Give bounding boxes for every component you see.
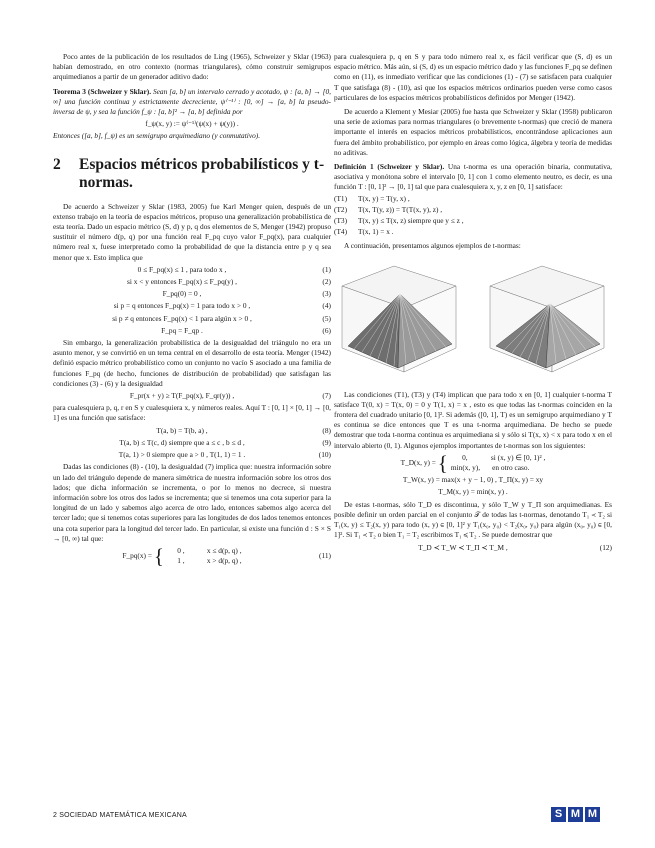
equation — [53, 450, 331, 460]
definition-1 — [334, 162, 612, 193]
equation-11 — [53, 544, 331, 569]
axiom — [334, 194, 612, 204]
equation-number: (8) — [322, 425, 331, 435]
equation-TD — [334, 451, 612, 476]
equation-number: (10) — [318, 450, 331, 460]
case-condition: x ≤ d(p, q) , — [206, 545, 242, 555]
equation-number: (2) — [322, 277, 331, 287]
paragraph: Dadas las condiciones (8) - (10), la desigualdad (7) implica que: nuestra información sobre un lado del triángulo depende de manera simétrica de nuestra información sobre los otros dos lados; que dicha información se incrementa, o por lo menos no decrece, si nuestra información sobre los otros dos lados se incrementa; que si tenemos una cota superior para la longitud de un lado y sabemos algo acerca de otro lado, entonces sabemos algo acerca del tercer lado; que si tenemos cotas superiores para las longitudes de dos lados tenemos entonces una cota superior para la longitud del tercer lado. En particular, si existe una función d : S × S → [0, ∞) tal que: — [53, 462, 331, 543]
equation — [53, 426, 331, 436]
definition-label: Definición 1 (Schweizer y Sklar). — [334, 162, 445, 172]
equation-body: T_W(x, y) = max(x + y − 1, 0) , T_Π(x, y) = xy — [402, 475, 544, 485]
logo-letter: M — [585, 807, 600, 822]
paragraph: Poco antes de la publicación de los resultados de Ling (1965), Schweizer y Sklar (1963) habían demostrado, en otro contexto (normas triangulares), cómo construir semigrupos arquimedianos a partir de un generador aditivo dado: — [53, 52, 331, 82]
paragraph: De acuerdo a Schweizer y Sklar (1983, 2005) fue Karl Menger quien, después de un extenso trabajo en la teoría de espacios métricos, propuso una generalización probabilística de esta teoría. Dado un espacio métrico (S, d) y p, q dos elementos de S, Menger (1942) propuso sustituir el número d(p, q) por una función real F_pq cuyo valor F_pq(x), para cualquier número real x, fuese interpretado como la probabilidad de que la distancia entre p y q sea menor que x. Esto implica que — [53, 201, 331, 262]
axiom-body: T(x, y) ≤ T(x, z) siempre que y ≤ z , — [358, 216, 464, 226]
axiom-body: T(x, y) = T(y, x) , — [358, 193, 410, 203]
equation-body: F_pq = F_qp . — [161, 325, 203, 335]
equation-body: T_M(x, y) = min(x, y) . — [438, 487, 508, 497]
paragraph: para cualesquiera p, q, r en S y cualesquiera x, y números reales. Aquí T : [0, 1] × [0, 1] → [0, 1] es una función que satisface: — [53, 403, 331, 423]
case-condition: en otro caso. — [492, 463, 530, 473]
logo-letter: S — [551, 807, 566, 822]
equation-body: si p = q entonces F_pq(x) = 1 para todo x > 0 , — [113, 301, 251, 311]
axiom-body: T(x, 1) = x . — [358, 227, 394, 237]
paragraph: De estas t-normas, sólo T_D es discontinua, y sólo T_W y T_Π son arquimedianas. Es posible definir un orden parcial en el conjunto 𝒯 de todas las t-normas, denotando T₁ ≺ T₂ si T₁(x, y) ≤ T₂(x, y) para todo (x, y) ∈ [0, 1]² y T₁(x₀, y₀) < T₂(x₀, y₀) para algún (x₀, y₀) ∈ [0, 1]². Si T₁ ≺ T₂ o bien T₁ = T₂ escribimos T₁ ≼ T₂ . Se puede demostrar que — [334, 499, 612, 540]
section-heading — [53, 156, 331, 192]
paragraph: Sin embargo, la generalización probabilística de la desigualdad del triángulo no era un asunto menor, y se convirtió en un tema central en el desarrollo de esta teoría. Menger (1942) definió espacio métrico probabilístico como un conjunto no vacío S asociado a una familia de funciones F_pq (de hecho, funciones de distribución de probabilidad) que satisfagan las condiciones (3) - (6) y la desigualdad — [53, 338, 331, 388]
definition-text: Una t-norma es una operación binaria, conmutativa, asociativa y monótona sobre el intervalo [0, 1] con 1 como elemento neutro, es decir, es una función T : [0, 1]² → [0, 1] tal que para cualesquiera x, y, z en [0, 1] satisface: — [334, 162, 612, 192]
logo-letter: M — [568, 807, 583, 822]
theorem-conclusion: Entonces ([a, b], f_ψ) es un semigrupo arquimediano (y conmutativo). — [53, 131, 261, 141]
equation — [53, 277, 331, 287]
section-title: Espacios métricos probabilísticos y t-normas. — [79, 155, 325, 191]
paragraph: A continuación, presentamos algunos ejemplos de t-normas: — [344, 241, 521, 251]
axiom-body: T(x, T(y, z)) = T(T(x, y), z) , — [358, 204, 443, 214]
right-column — [334, 52, 612, 555]
equation-number: (6) — [322, 325, 331, 335]
theorem-3 — [53, 87, 331, 118]
case-condition: x > d(p, q) , — [206, 556, 242, 566]
equation-body: F_pr(x + y) ≥ T(F_pq(x), F_qr(y)) , — [129, 391, 235, 401]
equation-body: 0 ≤ F_pq(x) ≤ 1 , para todo x , — [137, 264, 227, 274]
case-condition: si (x, y) ∈ [0, 1)² , — [490, 452, 546, 462]
equation — [53, 301, 331, 311]
equation-TM — [334, 487, 612, 497]
axiom-list — [334, 194, 612, 238]
equation-body: si p ≠ q entonces F_pq(x) < 1 para algún x > 0 , — [112, 313, 252, 323]
equation — [53, 314, 331, 324]
equation-body — [53, 544, 311, 569]
equation-body: T_D ≺ T_W ≺ T_Π ≺ T_M , — [418, 542, 508, 552]
case-value: 0 , — [177, 545, 185, 555]
equation — [53, 438, 331, 448]
equation-list-1-6 — [53, 265, 331, 336]
axiom-label: (T3) — [334, 216, 348, 226]
equation-lhs: T_D(x, y) = — [400, 457, 436, 467]
paragraph: para cualesquiera p, q en S y para todo número real x, es fácil verificar que (S, d) es un espacio métrico. Más aún, si (S, d) es un espacio métrico dado y las funciones F_pq se definen como en (11), es inmediato verificar que las condiciones (1) - (7) se satisfacen para cualquier T que satisfaga (8) - (10), así que los espacios métricos ordinarios pueden verse como casos particulares de los espacios métricos probabilísticos definidos por Menger (1942). — [334, 52, 612, 102]
t-norm-3d-plot-right — [482, 264, 612, 376]
cases — [437, 451, 546, 476]
equation-number: (4) — [322, 301, 331, 311]
brace: { — [437, 451, 448, 476]
equation-body: T(a, 1) > 0 siempre que a > 0 , T(1, 1) = 1 . — [118, 450, 246, 460]
case-value: 0, — [462, 452, 468, 462]
left-column — [53, 52, 331, 568]
equation-number: (5) — [322, 313, 331, 323]
t-norm-plots — [334, 264, 612, 376]
equation-body: si x < y entonces F_pq(x) ≤ F_pq(y) , — [127, 277, 237, 287]
axiom — [334, 216, 612, 226]
theorem-text: Sean [a, b] un intervalo cerrado y acotado, ψ : [a, b] → [0, ∞] una función continua y estrictamente decreciente, ψ⁽⁻¹⁾ : [0, ∞] → [a, b] la pseudo-inversa de ψ, y sea la función f_ψ : [a, b]² → [a, b] definida por — [53, 86, 331, 117]
equation — [53, 326, 331, 336]
equation-7 — [53, 391, 331, 401]
t-norm-3d-plot-left — [334, 264, 464, 376]
brace: { — [153, 544, 164, 569]
equation — [53, 289, 331, 299]
equation-body: T(a, b) ≤ T(c, d) siempre que a ≤ c , b ≤ d , — [119, 437, 245, 447]
paragraph: Las condiciones (T1), (T3) y (T4) implican que para todo x en [0, 1] cualquier t-norma T satisface T(0, x) = T(x, 0) = 0 y T(1, x) = x , esto es que todas las t-normas coinciden en la frontera del cuadrado unitario [0, 1]². Si además ([0, 1], T) es un semigrupo arquimediano y T es continua se dice entonces que T es una t-norma arquimediana. De hecho se puede demostrar que toda t-norma continua es arquimediana si y sólo si T(x, x) < x para todo x en el intervalo abierto (0, 1). Algunos ejemplos importantes de t-normas son los siguientes: — [334, 389, 612, 450]
axiom-label: (T1) — [334, 193, 348, 203]
equation-body: T(a, b) = T(b, a) , — [156, 425, 208, 435]
equation-body: f_ψ(x, y) := ψ⁽⁻¹⁾(ψ(x) + ψ(y)) . — [145, 119, 239, 129]
axiom-label: (T4) — [334, 227, 348, 237]
case-value: 1 , — [177, 556, 185, 566]
equation — [53, 119, 331, 129]
paragraph: De acuerdo a Klement y Mesiar (2005) fue hasta que Schweizer y Sklar (1958) publicaron una serie de axiomas para normas triangulares (o brevemente t-normas) que creció de manera importante el interés en espacios métricos probabilísticos, encontrándose aplicaciones aun fuera del ámbito probabilístico, por ejemplo en áreas como lógica, álgebra y teoría de medidas no aditivas. — [334, 107, 612, 157]
theorem-label: Teorema 3 (Schweizer y Sklar). — [53, 86, 152, 96]
equation-number: (1) — [322, 264, 331, 274]
page-footer: 2 SOCIEDAD MATEMÁTICA MEXICANA — [53, 812, 187, 819]
equation-list-8-10 — [53, 426, 331, 461]
cases — [153, 544, 242, 569]
axiom — [334, 227, 612, 237]
equation-number: (3) — [322, 289, 331, 299]
equation-number: (7) — [322, 391, 331, 401]
equation-number: (11) — [319, 551, 331, 561]
case-value: min(x, y), — [450, 463, 481, 473]
equation — [53, 265, 331, 275]
equation-body: F_pq(0) = 0 , — [162, 289, 202, 299]
equation-lhs: F_pq(x) = — [122, 550, 152, 560]
equation-number: (9) — [322, 437, 331, 447]
section-number: 2 — [53, 155, 61, 173]
smm-logo — [551, 807, 600, 822]
equation-body — [334, 451, 612, 476]
axiom — [334, 205, 612, 215]
axiom-label: (T2) — [334, 204, 348, 214]
equation-number: (12) — [599, 542, 612, 552]
equation-TW — [334, 475, 612, 485]
equation-12 — [334, 543, 612, 553]
